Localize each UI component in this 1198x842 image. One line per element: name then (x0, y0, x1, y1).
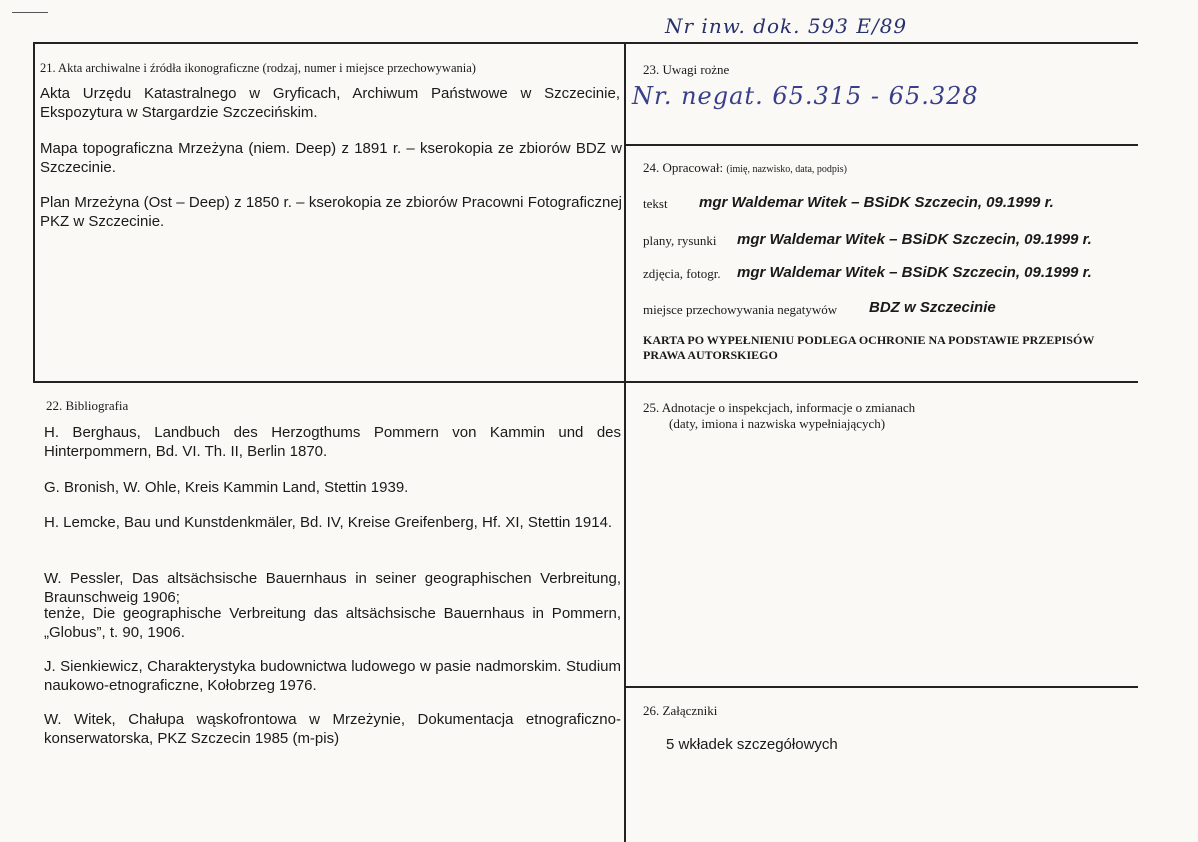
archival-entry: Akta Urzędu Katastralnego w Gryficach, Archiwum Państwowe w Szczecinie, Ekspozytura w Stargardzie Szczecińskim. (40, 85, 620, 121)
row-label-plans: plany, rysunki (643, 233, 717, 248)
bibliography-entry: tenże, Die geographische Verbreitung das altsächsische Bauernhaus in Pommern, „Globus”, t. 90, 1906. (44, 605, 621, 641)
archival-entry: Mapa topograficzna Mrzeżyna (niem. Deep) z 1891 r. – kserokopia ze zbiorów BDZ w Szczecinie. (40, 140, 622, 176)
corner-mark (12, 12, 48, 13)
column-divider (624, 42, 626, 842)
bibliography-entry: W. Pessler, Das altsächsische Bauernhaus in seiner geographischen Verbreitung, Braunschweig 1906; (44, 570, 621, 606)
archival-entry: Plan Mrzeżyna (Ost – Deep) z 1850 r. – kserokopia ze zbiorów Pracowni Fotograficznej PKZ w Szczecinie. (40, 194, 622, 230)
section-24-label (643, 160, 847, 178)
section-23-label: 23. Uwagi rożne (643, 62, 730, 77)
section-21-label: 21. Akta archiwalne i źródła ikonograficzne (rodzaj, numer i miejsce przechowywania) (40, 61, 476, 75)
section-24-title: 24. Opracował: (643, 160, 724, 175)
row-label-negatives: miejsce przechowywania negatywów (643, 302, 838, 317)
copyright-notice: KARTA PO WYPEŁNIENIU PODLEGA OCHRONIE NA PODSTAWIE PRZEPISÓW PRAWA AUTORSKIEGO (643, 333, 1095, 362)
section-24-hint: (imię, nazwisko, data, podpis) (726, 164, 847, 175)
section-22-label: 22. Bibliografia (46, 398, 129, 413)
bibliography-entry: J. Sienkiewicz, Charakterystyka budownictwa ludowego w pasie nadmorskim. Studium naukowo-etnograficzne, Kołobrzeg 1976. (44, 658, 621, 694)
row-label-text: tekst (643, 196, 668, 211)
section-25-label: 25. Adnotacje o inspekcjach, informacje o zmianach (643, 400, 916, 415)
handwritten-negative-numbers: Nr. negat. 65.315 - 65.328 (632, 82, 979, 110)
handwritten-inventory-number: Nr inw. dok. 593 E/89 (665, 14, 908, 38)
middle-divider (33, 381, 1138, 383)
top-border (33, 42, 1138, 44)
section-26-label: 26. Załączniki (643, 703, 718, 718)
row-value-photos: mgr Waldemar Witek – BSiDK Szczecin, 09.1999 r. (737, 264, 1092, 281)
attachments-value: 5 wkładek szczegółowych (666, 736, 838, 753)
row-label-photos: zdjęcia, fotogr. (643, 266, 721, 281)
bibliography-entry: G. Bronish, W. Ohle, Kreis Kammin Land, Stettin 1939. (44, 479, 409, 496)
bibliography-entry: W. Witek, Chałupa wąskofrontowa w Mrzeżynie, Dokumentacja etnograficzno-konserwatorska, PKZ Szczecin 1985 (m-pis) (44, 711, 621, 747)
section-25-label-line2: (daty, imiona i nazwiska wypełniających) (669, 416, 886, 431)
row-value-plans: mgr Waldemar Witek – BSiDK Szczecin, 09.1999 r. (737, 231, 1092, 248)
bibliography-entry: H. Lemcke, Bau und Kunstdenkmäler, Bd. IV, Kreise Greifenberg, Hf. XI, Stettin 1914. (44, 514, 613, 531)
bibliography-entry: H. Berghaus, Landbuch des Herzogthums Pommern von Kammin und des Hinterpommern, Bd. VI. Th. II, Berlin 1870. (44, 424, 621, 460)
row-value-text: mgr Waldemar Witek – BSiDK Szczecin, 09.1999 r. (699, 194, 1054, 211)
left-border (33, 42, 35, 382)
row-value-negatives: BDZ w Szczecinie (869, 299, 996, 316)
divider-25-26 (625, 686, 1138, 688)
divider-23-24 (625, 144, 1138, 146)
